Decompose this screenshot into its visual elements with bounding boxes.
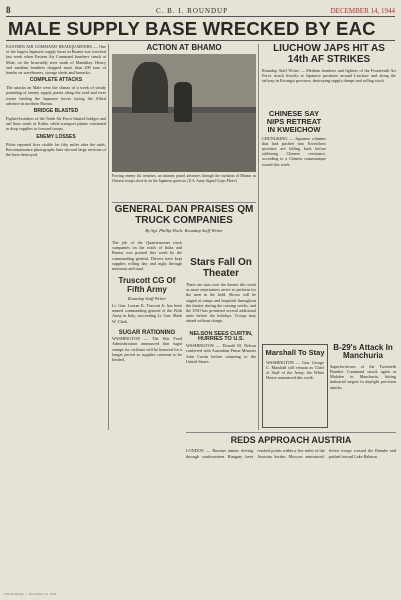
bhamo-photo xyxy=(112,54,256,172)
article-kweichow xyxy=(262,110,326,167)
headline-b29: B-29's Attack In Manchuria xyxy=(333,343,393,361)
col3-text-2: WASHINGTON — Donald M. Nelson conferred with Australian Prime Minister John Curtin before returning to the United States. xyxy=(186,343,256,364)
column-2 xyxy=(112,240,182,362)
col1-text-1: The attacks on Male were the climax of a week of steady pounding of enemy supply points along the road and river routes feeding the Japanese forces facing the Allied advance in northern Burma. xyxy=(6,85,106,106)
issue-date: DECEMBER 14, 1944 xyxy=(330,7,395,15)
col4-text-1: Roundup Staff Writer — Medium bombers and fighters of the Fourteenth Air Force struck heavily at Japanese positions around Liuchow and along the railway in Kwangsi province, destroying supply dumps and rolling stock. xyxy=(262,68,396,84)
page-number: 8 xyxy=(6,5,11,15)
page-footer: CBI Roundup — December 14, 1944 xyxy=(4,592,57,596)
col4-text-3: Superfortresses of the Twentieth Bomber Command struck again at Mukden in Manchuria, hitting industrial targets in daylight precision attacks. xyxy=(330,363,396,390)
headline-liuchow: LIUCHOW JAPS HIT AS 14th AF STRIKES xyxy=(273,43,385,65)
marshall-text: WASHINGTON — Gen. George C. Marshall will remain as Chief of Staff of the Army, the White House announced this week. xyxy=(266,359,324,381)
col2-text-2: Lt. Gen. Lucian K. Truscott Jr. has been named commanding general of the Fifth Army in Italy, succeeding Lt. Gen. Mark W. Clark. xyxy=(112,303,182,324)
col1-text-3: Pilots reported fires visible for fifty miles after the raids. Reconnaissance photographs later showed large sections of the base destroyed. xyxy=(6,141,106,158)
col1-subhead-1: COMPLETE ATTACKS xyxy=(29,77,83,84)
column-3 xyxy=(186,258,256,364)
reds-text: LONDON — Russian armies driving through southwestern Hungary have reached points within a few miles of the Austrian border, Moscow announced. Soviet troops crossed the Danube and pushed toward Lake Balaton. xyxy=(186,448,396,459)
article-b29 xyxy=(330,344,396,390)
marshall-box xyxy=(262,344,328,428)
column-1 xyxy=(6,44,106,157)
article-general-dan xyxy=(112,205,256,235)
paper-name: C. B. I. ROUNDUP xyxy=(156,7,229,15)
headline-sugar: SUGAR RATIONING xyxy=(118,329,176,336)
headline-nelson: NELSON SEES CURTIN, HURRIES TO U.S. xyxy=(189,330,253,343)
col3-text-1: There are stars over the theater this week as more entertainers arrive to perform for the men in the field. Shows will be staged at camps and hospitals throughout the theater during the coming weeks, and the USO has promised several additional units before the holidays. Troops may attend without charge. xyxy=(186,282,256,324)
col1-subhead-2: BRIDGE BLASTED xyxy=(33,108,79,115)
photo-soldier xyxy=(174,82,192,122)
column-4 xyxy=(262,44,396,84)
col2-text-3: WASHINGTON — The War Food Administration announced that sugar stamps for civilians will be honored for a longer period as supplies continue to be limited. xyxy=(112,336,182,362)
headline-reds: REDS APPROACH AUSTRIA xyxy=(230,435,352,445)
col1-intro: EASTERN AIR COMMAND HEADQUARTERS — One of the largest Japanese supply bases in Burma was wrecked last week when Eastern Air Command bombers struck at Male, on the Irrawaddy river north of Mandalay. Heavy and medium bombers dropped more than 200 tons of bombs on warehouses, storage sheds and barracks. xyxy=(6,44,106,76)
col1-subhead-3: ENEMY LOSSES xyxy=(36,133,76,140)
main-headline: MALE SUPPLY BASE WRECKED BY EAC xyxy=(8,18,376,39)
article-reds xyxy=(186,436,396,459)
photo-title: ACTION AT BHAMO xyxy=(146,43,222,52)
headline-stars: Stars Fall On Theater xyxy=(190,257,252,279)
column-divider xyxy=(108,44,109,430)
byline-general-dan: By Sgt. Phillip Hoch, Roundup Staff Writer xyxy=(145,228,223,233)
headline-kweichow: CHINESE SAY NIPS RETREAT IN KWEICHOW xyxy=(266,109,322,134)
masthead-rule xyxy=(6,16,395,17)
photo-rule xyxy=(112,202,256,203)
headline-marshall: Marshall To Stay xyxy=(265,348,325,357)
col1-text-2: Fighter-bombers of the Tenth Air Force blasted bridges and rail lines south of Katha, while transport planes continued to drop supplies to forward troops. xyxy=(6,116,106,132)
byline-truscott: Roundup Staff Writer xyxy=(127,296,167,301)
photo-caption: Forcing enemy slit trenches, an infantry patrol advances through the outskirts of Bhamo as Chinese troops close in on the Japanese garrison. (U.S. Army Signal Corps Photo) xyxy=(112,174,256,183)
col2-text-1: The job of the Quartermaster truck companies on the roads of India and Burma was praised this week by the commanding general. Drivers have kept supplies rolling day and night through monsoon and mud. xyxy=(112,240,182,272)
headline-general-dan: GENERAL DAN PRAISES QM TRUCK COMPANIES xyxy=(114,204,254,226)
headline-rule xyxy=(6,40,395,41)
col4-text-2: CHUNGKING — Japanese columns that had pushed into Kweichow province are falling back before stiffening Chinese resistance, according to a Chinese communique issued this week. xyxy=(262,135,326,167)
column-divider xyxy=(258,44,259,430)
bottom-rule xyxy=(186,432,396,433)
headline-truscott: Truscott CG Of Fifth Army xyxy=(118,276,176,294)
